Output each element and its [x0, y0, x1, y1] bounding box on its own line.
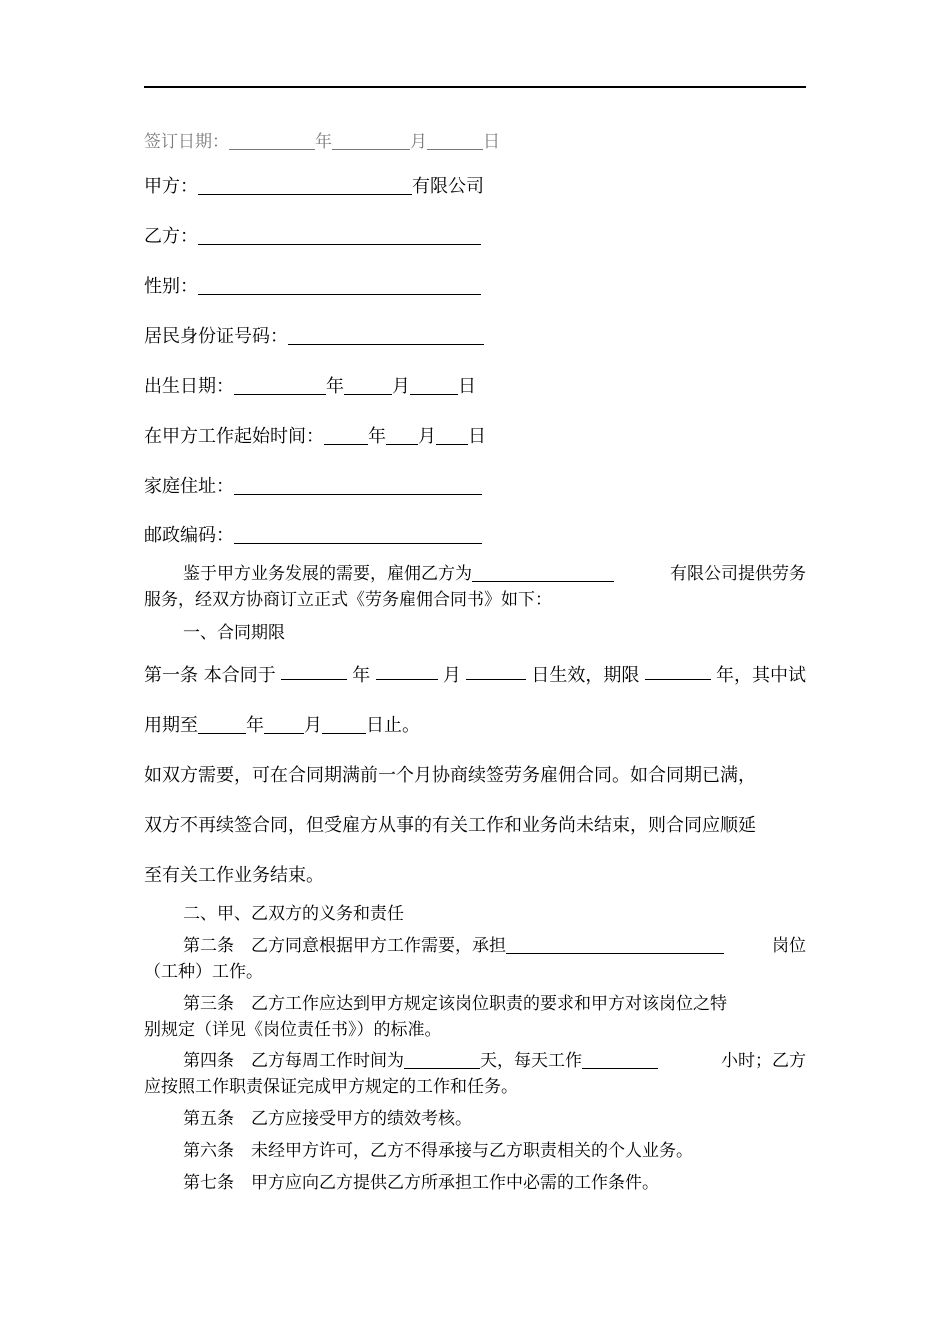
intro-company-blank[interactable] [472, 564, 614, 582]
section-2-title: 二、甲、乙双方的义务和责任 [183, 904, 404, 924]
art1-term-blank[interactable] [645, 661, 711, 680]
section-1-title: 一、合同期限 [183, 623, 285, 643]
gender-line [144, 272, 481, 298]
start-month-blank[interactable] [386, 426, 418, 445]
start-year-blank[interactable] [324, 426, 368, 445]
party-b-blank[interactable] [198, 226, 481, 245]
id-line [144, 322, 484, 348]
postcode-blank[interactable] [234, 525, 482, 544]
day-label: 日 [483, 132, 500, 152]
renewal-line-3: 至有关工作业务结束。 [144, 865, 324, 886]
address-label: 家庭住址： [144, 476, 234, 497]
party-b-label: 乙方： [144, 226, 198, 247]
birth-label: 出生日期： [144, 376, 234, 397]
month-label: 月 [410, 132, 427, 152]
art4-days-blank[interactable] [404, 1051, 480, 1069]
postcode-line [144, 521, 482, 547]
start-label: 在甲方工作起始时间： [144, 426, 324, 447]
probation-year-blank[interactable] [198, 715, 246, 734]
article-2-line-2: （工种）工作。 [144, 962, 263, 982]
year-blank[interactable] [229, 132, 315, 150]
intro-line-1 [144, 559, 806, 584]
article-7: 第七条 甲方应向乙方提供乙方所承担工作中必需的工作条件。 [183, 1173, 659, 1193]
party-a-suffix: 有限公司 [412, 176, 484, 197]
probation-day-blank[interactable] [322, 715, 366, 734]
party-a-blank[interactable] [198, 176, 412, 195]
day-blank[interactable] [427, 132, 483, 150]
party-a-line [144, 172, 484, 198]
postcode-label: 邮政编码： [144, 525, 234, 546]
birth-year-label: 年 [326, 376, 344, 397]
article-4-line-2: 应按照工作职责保证完成甲方规定的工作和任务。 [144, 1077, 518, 1097]
id-blank[interactable] [288, 326, 484, 345]
article-1-line-1: 第一条 本合同于 年 月 日生效，期限 年，其中试 [144, 661, 806, 687]
intro-line-2: 服务，经双方协商订立正式《劳务雇佣合同书》如下： [144, 590, 552, 610]
birth-day-label: 日 [458, 376, 476, 397]
start-month-label: 月 [418, 426, 436, 447]
month-blank[interactable] [332, 132, 410, 150]
address-line [144, 472, 482, 498]
start-line [144, 422, 486, 448]
id-label: 居民身份证号码： [144, 326, 288, 347]
start-day-blank[interactable] [436, 426, 468, 445]
article-5: 第五条 乙方应接受甲方的绩效考核。 [183, 1109, 472, 1129]
party-b-line [144, 222, 481, 248]
birth-day-blank[interactable] [410, 376, 458, 395]
year-label: 年 [315, 132, 332, 152]
sign-date-line [144, 127, 500, 152]
intro-text-a: 鉴于甲方业务发展的需要，雇佣乙方为 [144, 559, 614, 584]
renewal-line-2: 双方不再续签合同，但受雇方从事的有关工作和业务尚未结束，则合同应顺延 [144, 815, 756, 836]
birth-month-blank[interactable] [344, 376, 392, 395]
art1-month-blank[interactable] [376, 661, 438, 680]
article-2-line-1: 第二条 乙方同意根据甲方工作需要，承担 岗位 [183, 936, 806, 956]
start-year-label: 年 [368, 426, 386, 447]
birth-year-blank[interactable] [234, 376, 326, 395]
article-3-line-2: 别规定（详见《岗位责任书》）的标准。 [144, 1020, 442, 1040]
header-rule [144, 86, 806, 88]
article-1-line-2: 用期至 年 月 日止。 [144, 715, 420, 736]
birth-line [144, 372, 476, 398]
renewal-line-1: 如双方需要，可在合同期满前一个月协商续签劳务雇佣合同。如合同期已满， [144, 765, 756, 786]
sign-date-label: 签订日期： [144, 132, 229, 152]
address-blank[interactable] [234, 476, 482, 495]
article-4-line-1: 第四条 乙方每周工作时间为 天，每天工作 小时；乙方 [183, 1051, 806, 1071]
party-a-label: 甲方： [144, 176, 198, 197]
gender-blank[interactable] [198, 276, 481, 295]
birth-month-label: 月 [392, 376, 410, 397]
probation-month-blank[interactable] [264, 715, 304, 734]
article-6: 第六条 未经甲方许可，乙方不得承接与乙方职责相关的个人业务。 [183, 1141, 693, 1161]
gender-label: 性别： [144, 276, 198, 297]
start-day-label: 日 [468, 426, 486, 447]
art2-position-blank[interactable] [506, 936, 724, 954]
article-3-line-1: 第三条 乙方工作应达到甲方规定该岗位职责的要求和甲方对该岗位之特 [183, 994, 727, 1014]
art4-hours-blank[interactable] [582, 1051, 658, 1069]
art1-year-blank[interactable] [281, 661, 347, 680]
art1-day-blank[interactable] [466, 661, 526, 680]
intro-text-b: 有限公司提供劳务 [670, 564, 806, 584]
